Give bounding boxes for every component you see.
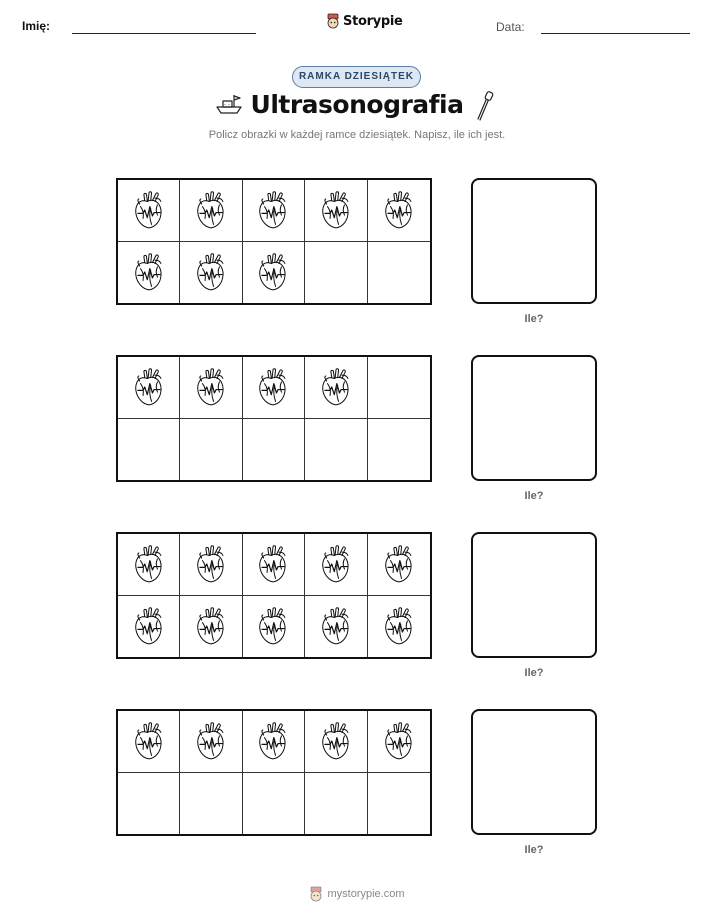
- ultrasound-probe-icon: [474, 90, 496, 122]
- anatomical-heart-icon: [319, 189, 353, 231]
- frame-cell: [368, 711, 430, 773]
- answer-prompt-2: Ile?: [524, 490, 544, 502]
- anatomical-heart-icon: [382, 605, 416, 647]
- page-title: Ultrasonografia: [250, 90, 464, 119]
- frame-cell: [180, 357, 242, 419]
- answer-box-1[interactable]: [471, 178, 597, 304]
- frame-cell: [368, 596, 430, 658]
- frame-cell: [118, 534, 180, 596]
- anatomical-heart-icon: [256, 189, 290, 231]
- ten-frame-3: [116, 532, 432, 659]
- worksheet-type-badge: RAMKA DZIESIĄTEK: [292, 66, 421, 88]
- brand-name: Storypie: [343, 13, 403, 29]
- frame-cell: [305, 357, 367, 419]
- frame-cell: [305, 242, 367, 304]
- frame-cell: [180, 773, 242, 835]
- frame-cell: [180, 596, 242, 658]
- anatomical-heart-icon: [194, 605, 228, 647]
- anatomical-heart-icon: [194, 543, 228, 585]
- anatomical-heart-icon: [382, 189, 416, 231]
- frame-cell: [243, 534, 305, 596]
- anatomical-heart-icon: [194, 189, 228, 231]
- footer: [0, 886, 714, 902]
- frame-cell: [305, 711, 367, 773]
- ten-frame-1: [116, 178, 432, 305]
- frame-cell: [243, 180, 305, 242]
- date-write-line[interactable]: [541, 33, 690, 34]
- anatomical-heart-icon: [194, 720, 228, 762]
- frame-cell: [243, 596, 305, 658]
- frame-cell: [118, 242, 180, 304]
- answer-prompt-3: Ile?: [524, 667, 544, 679]
- name-label: Imię:: [22, 19, 51, 33]
- frame-cell: [118, 357, 180, 419]
- frame-cell: [118, 180, 180, 242]
- answer-box-3[interactable]: [471, 532, 597, 658]
- frame-cell: [180, 180, 242, 242]
- ten-frame-4: [116, 709, 432, 836]
- anatomical-heart-icon: [132, 251, 166, 293]
- anatomical-heart-icon: [256, 605, 290, 647]
- frame-cell: [243, 242, 305, 304]
- answer-prompt-1: Ile?: [524, 313, 544, 325]
- anatomical-heart-icon: [319, 543, 353, 585]
- frame-cell: [118, 419, 180, 481]
- name-write-line[interactable]: [72, 33, 256, 34]
- frame-cell: [243, 419, 305, 481]
- anatomical-heart-icon: [319, 366, 353, 408]
- ten-frame-2: [116, 355, 432, 482]
- mascot-icon: [326, 13, 340, 29]
- frame-cell: [368, 419, 430, 481]
- frame-cell: [180, 419, 242, 481]
- frame-cell: [305, 534, 367, 596]
- frame-cell: [243, 711, 305, 773]
- frame-cell: [305, 596, 367, 658]
- anatomical-heart-icon: [194, 366, 228, 408]
- anatomical-heart-icon: [132, 543, 166, 585]
- frame-cell: [368, 242, 430, 304]
- frame-cell: [305, 419, 367, 481]
- frame-cell: [180, 534, 242, 596]
- frame-cell: [243, 357, 305, 419]
- instructions: Policz obrazki w każdej ramce dziesiątek. Napisz, ile ich jest.: [208, 129, 506, 141]
- anatomical-heart-icon: [132, 366, 166, 408]
- anatomical-heart-icon: [256, 543, 290, 585]
- frame-cell: [305, 773, 367, 835]
- frame-cell: [180, 242, 242, 304]
- anatomical-heart-icon: [319, 720, 353, 762]
- anatomical-heart-icon: [132, 605, 166, 647]
- frame-cell: [118, 773, 180, 835]
- anatomical-heart-icon: [256, 720, 290, 762]
- frame-cell: [368, 357, 430, 419]
- answer-prompt-4: Ile?: [524, 844, 544, 856]
- mascot-icon: [309, 886, 323, 902]
- anatomical-heart-icon: [132, 720, 166, 762]
- answer-box-4[interactable]: [471, 709, 597, 835]
- anatomical-heart-icon: [132, 189, 166, 231]
- anatomical-heart-icon: [382, 543, 416, 585]
- frame-cell: [118, 711, 180, 773]
- answer-box-2[interactable]: [471, 355, 597, 481]
- anatomical-heart-icon: [319, 605, 353, 647]
- frame-cell: [180, 711, 242, 773]
- frame-cell: [368, 534, 430, 596]
- frame-cell: [243, 773, 305, 835]
- anatomical-heart-icon: [256, 251, 290, 293]
- date-label: Data:: [496, 20, 525, 34]
- frame-cell: [368, 773, 430, 835]
- anatomical-heart-icon: [382, 720, 416, 762]
- frame-cell: [118, 596, 180, 658]
- brand-logo: [326, 13, 403, 29]
- frame-cell: [305, 180, 367, 242]
- frame-cell: [368, 180, 430, 242]
- anatomical-heart-icon: [194, 251, 228, 293]
- footer-url: mystorypie.com: [327, 888, 405, 900]
- anatomical-heart-icon: [256, 366, 290, 408]
